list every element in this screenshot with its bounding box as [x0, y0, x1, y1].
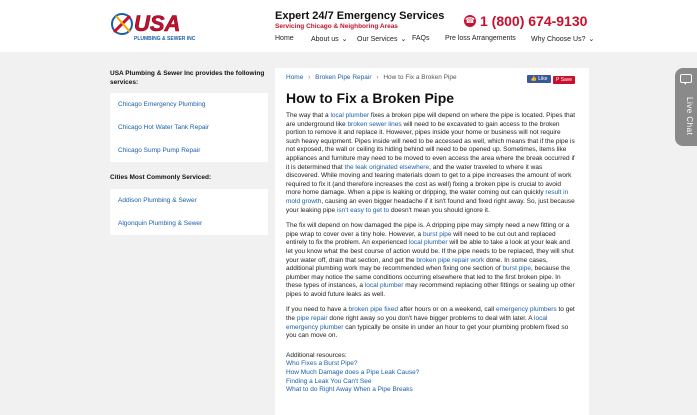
nav-item[interactable]: [275, 35, 294, 42]
nav-item-label: Pre loss Arrangements: [445, 35, 516, 42]
nav-item[interactable]: [357, 35, 406, 43]
paragraph-text: may recommend replacing other fittings or sealing up other pipes to avoid future leaks as well.: [286, 282, 575, 298]
header-subtagline: Servicing Chicago & Neighboring Areas: [275, 23, 398, 30]
pinterest-icon: P: [555, 77, 560, 83]
chevron-down-icon: ⌄: [588, 36, 595, 43]
chevron-down-icon: ⌄: [400, 36, 407, 43]
paragraph-text: , and the water traveled to where it was discovered. While moving and tearing materials down to get to a pipe increases the amount of work required to fix it (and therefore increases the cost as well) fixing a broken pipe is crucial to avoid more home damage. When a pipe is leaking or dripping, the water coming out can quickly: [286, 163, 572, 197]
inline-link[interactable]: pipe repair: [296, 315, 328, 323]
logo-subtext: PLUMBING & SEWER INC: [134, 36, 196, 42]
page-title: How to Fix a Broken Pipe: [286, 90, 455, 106]
nav-item-label: FAQs: [412, 35, 430, 42]
site-logo[interactable]: [110, 10, 222, 44]
nav-item-label: Home: [275, 35, 294, 42]
inline-link[interactable]: broken pipe repair work: [416, 256, 485, 264]
pinterest-save-button[interactable]: [553, 76, 575, 84]
nav-item[interactable]: [412, 35, 430, 42]
paragraph-text: to get the: [286, 306, 575, 323]
sidebar-service-link[interactable]: Chicago Sump Pump Repair: [110, 139, 268, 162]
paragraph-text: The way that a: [286, 112, 331, 119]
sidebar-city-link[interactable]: Addison Plumbing & Sewer: [110, 189, 268, 212]
nav-item[interactable]: [311, 35, 348, 43]
paragraph-text: will be able to take a look at your leak and let you know what the best course of action would be. If the pipe needs to be replaced, they will shut your water off, drain that section, and get the: [286, 239, 574, 264]
nav-item-label: Our Services: [357, 36, 398, 43]
breadcrumb-separator: ›: [376, 74, 379, 81]
logo-text: USA: [134, 11, 181, 36]
paragraph-text: , because the plumber may notice the same conditions occurring elsewhere that led to the first broken pipe. In these types of instances, a: [286, 265, 571, 290]
logo-graphic: [110, 10, 222, 44]
inline-link[interactable]: local emergency plumber: [286, 315, 548, 331]
article-paragraph: [286, 112, 576, 215]
inline-link[interactable]: broken sewer lines: [347, 120, 402, 128]
live-chat-tab[interactable]: [675, 68, 697, 146]
inline-link[interactable]: broken pipe fixed: [348, 306, 399, 314]
inline-link[interactable]: local plumber: [330, 112, 370, 119]
resource-link[interactable]: What to do Right Away When a Pipe Breaks: [286, 386, 413, 394]
paragraph-text: If you need to have a: [286, 306, 349, 314]
facebook-like-button[interactable]: [527, 75, 551, 83]
paragraph-text: done. In some cases, additional plumbing work may be recommended when fixing one section of: [286, 256, 548, 273]
inline-link[interactable]: result in mold growth: [286, 189, 569, 205]
inline-link[interactable]: local plumber: [408, 239, 448, 247]
paragraph-text: doesn't mean you should ignore it.: [389, 206, 490, 214]
paragraph-text: after hours or on a weekend, call: [398, 306, 496, 314]
site-header: [0, 0, 697, 52]
article-paragraph: [286, 306, 576, 340]
paragraph-text: , causing an even bigger headache if it isn't found and fixed right away. So, just because your leaking pipe: [286, 197, 575, 214]
inline-link[interactable]: isn't easy to get to: [336, 206, 390, 214]
chat-bubble-icon: [680, 74, 692, 83]
breadcrumb: [286, 74, 457, 81]
breadcrumb-home[interactable]: Home: [286, 74, 304, 81]
cities-heading: Cities Most Commonly Serviced:: [110, 174, 212, 181]
resources-heading: Additional resources:: [286, 351, 347, 359]
sidebar-service-link[interactable]: Chicago Emergency Plumbing: [110, 93, 268, 116]
paragraph-text: fixes a broken pipe will depend on where the pipe is located. Pipes that are underground like: [286, 112, 576, 128]
inline-link[interactable]: the leak originated elsewhere: [344, 163, 430, 171]
nav-item[interactable]: [531, 35, 594, 43]
sidebar-city-link[interactable]: Algonquin Plumbing & Sewer: [110, 212, 268, 235]
inline-link[interactable]: burst pipe: [502, 265, 531, 273]
resource-link[interactable]: Finding a Leak You Can't See: [286, 377, 372, 385]
header-tagline: Expert 24/7 Emergency Services: [275, 10, 445, 22]
services-heading: USA Plumbing & Sewer Inc provides the following services:: [110, 70, 265, 86]
phone-number: 1 (800) 674-9130: [480, 13, 588, 29]
like-label: Like: [538, 76, 548, 82]
paragraph-text: will need to be excavated to gain access to the broken portion to remove it and replace it. However, pipes inside your home or business will not require such heavy equipment. Pipes inside will need to be accessed as well, which means that if the pipe is not exposed, the wall or ceiling its hiding behind will need to be opened up. Sometimes, items like appliances and furniture may need to be moved to even access the area where the break occurred if it is determined that: [286, 120, 575, 171]
nav-item[interactable]: [445, 35, 516, 42]
phone-icon: ☎: [465, 16, 475, 25]
inline-link[interactable]: local plumber: [364, 282, 404, 290]
resource-link[interactable]: How Much Damage does a Pipe Leak Cause?: [286, 369, 420, 377]
chevron-down-icon: ⌄: [341, 36, 348, 43]
resource-link[interactable]: Who Fixes a Burst Pipe?: [286, 360, 358, 368]
article-paragraph: [286, 222, 576, 299]
paragraph-text: can typically be onsite in under an hour to get your plumbing problem fixed so you can move on.: [286, 323, 569, 340]
inline-link[interactable]: emergency plumbers: [495, 306, 557, 314]
sidebar-service-link[interactable]: Chicago Hot Water Tank Repair: [110, 116, 268, 139]
inline-link[interactable]: burst pipe: [422, 230, 452, 238]
breadcrumb-parent[interactable]: Broken Pipe Repair: [315, 74, 372, 81]
save-label: Save: [560, 77, 573, 83]
live-chat-label: Live Chat: [685, 96, 694, 136]
paragraph-text: done right away so you don't have bigger problems to deal with later. A: [327, 315, 535, 323]
paragraph-text: will need to be cut out and replaced entirely to fix the problem. An experienced: [286, 230, 556, 247]
breadcrumb-current: How to Fix a Broken Pipe: [383, 74, 457, 81]
nav-item-label: About us: [311, 36, 339, 43]
article-panel: [275, 68, 589, 415]
breadcrumb-separator: ›: [308, 74, 311, 81]
nav-item-label: Why Choose Us?: [531, 36, 586, 43]
phone-link[interactable]: [464, 13, 587, 29]
paragraph-text: The fix will depend on how damaged the pipe is. A dripping pipe may simply need a new fitting or a pipe wrap to cover over a tiny hole. However, a: [286, 222, 570, 238]
thumbs-up-icon: 👍: [530, 76, 537, 82]
article-body: [286, 112, 576, 395]
